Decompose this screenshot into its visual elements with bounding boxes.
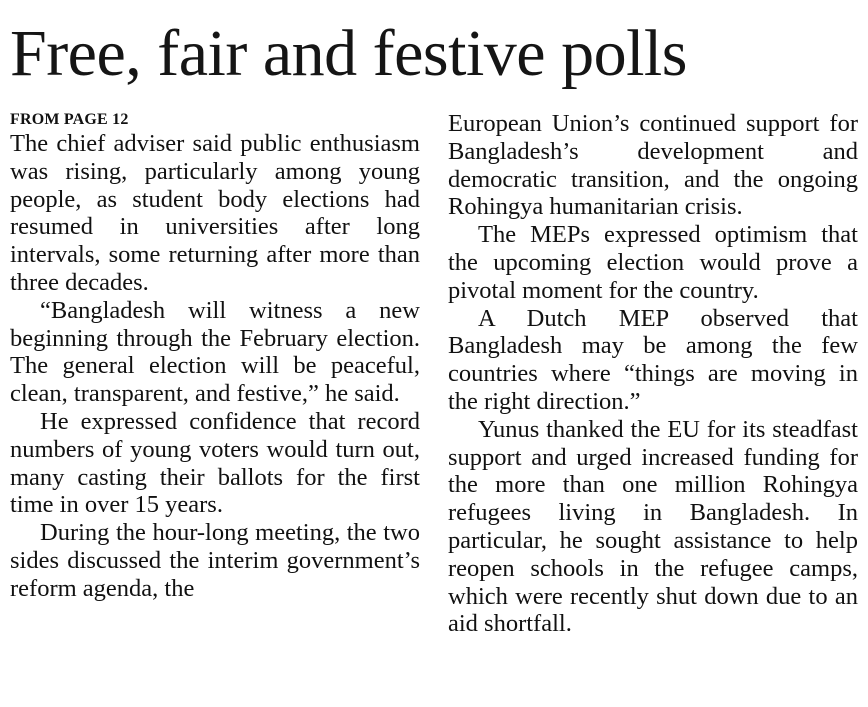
paragraph-5: European Union’s continued support for Bangladesh’s development and democratic transition, and the ongoing Rohingya humanitarian crisis. bbox=[448, 110, 858, 221]
headline: Free, fair and festive polls bbox=[10, 17, 687, 90]
paragraph-8: Yunus thanked the EU for its steadfast support and urged increased funding for the more than one million Rohingya refugees living in Bangladesh. In particular, he sought assistance to help reopen schools in the refugee camps, which were recently shut down due to an aid shortfall. bbox=[448, 415, 858, 638]
paragraph-6: The MEPs expressed optimism that the upcoming election would prove a pivotal moment for the country. bbox=[448, 221, 858, 304]
left-column bbox=[10, 110, 420, 603]
article-body bbox=[10, 110, 858, 700]
right-column bbox=[448, 110, 858, 638]
paragraph-3: He expressed confidence that record numbers of young voters would turn out, many casting their ballots for the first time in over 15 years. bbox=[10, 407, 420, 519]
paragraph-7: A Dutch MEP observed that Bangladesh may be among the few countries where “things are moving in the right direction.” bbox=[448, 304, 858, 415]
paragraph-4: During the hour-long meeting, the two sides discussed the interim government’s reform agenda, the bbox=[10, 519, 420, 602]
paragraph-1: The chief adviser said public enthusiasm was rising, particularly among young people, as student body elections had resumed in universities after long intervals, some returning after more than three decades. bbox=[10, 130, 420, 296]
continuation-kicker: FROM PAGE 12 bbox=[10, 111, 129, 128]
paragraph-2: “Bangladesh will witness a new beginning through the February election. The general election will be peaceful, clean, transparent, and festive,” he said. bbox=[10, 296, 420, 408]
